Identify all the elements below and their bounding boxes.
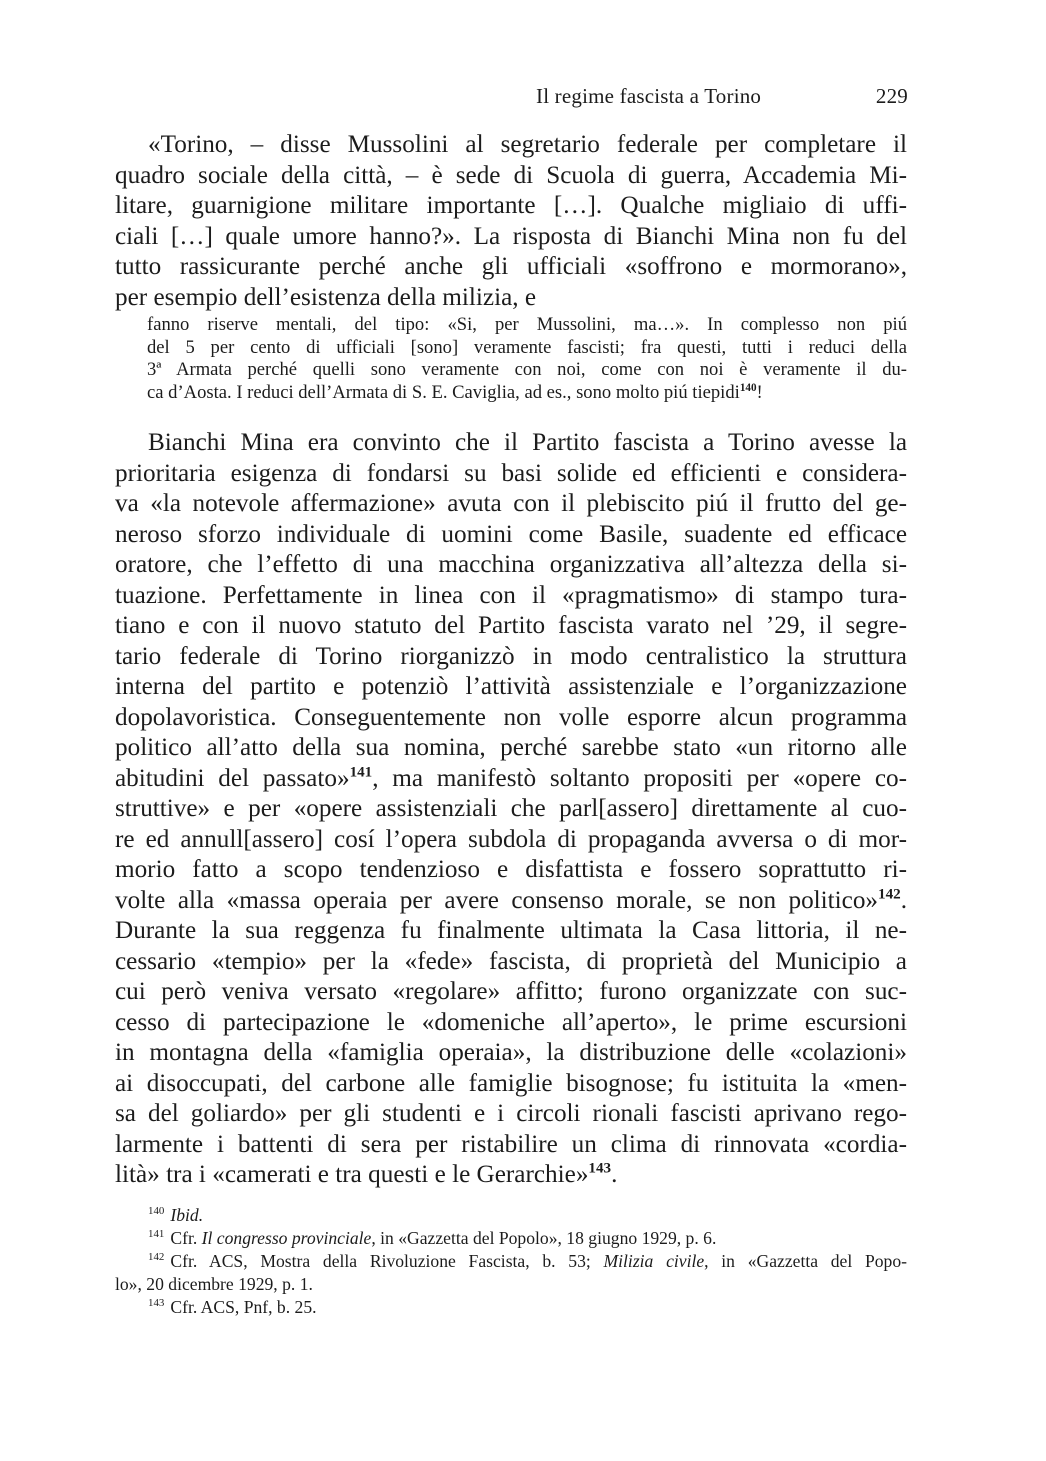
text-line: tuazione. Perfettamente in linea con il «pragmatismo» di stampo tura- xyxy=(115,581,907,609)
footnote-number: 143 xyxy=(148,1297,165,1310)
footnote-142 xyxy=(115,1250,907,1273)
text-line: re ed annull[assero] cosí l’opera subdola di propaganda avversa o di mor- xyxy=(115,825,907,853)
footnote-142-continuation: lo», 20 dicembre 1929, p. 1. xyxy=(115,1274,313,1294)
footnote-text: Cfr. xyxy=(170,1228,202,1248)
text-line: neroso sforzo individuale di uomini come Basile, suadente ed efficace xyxy=(115,520,907,548)
footnotes xyxy=(115,1204,907,1319)
text-line: dopolavoristica. Conseguentemente non volle esporre alcun programma xyxy=(115,703,907,731)
text-line: Durante la sua reggenza fu finalmente ultimata la Casa littoria, il ne- xyxy=(115,917,907,944)
footnote-italic: Il congresso provinciale xyxy=(201,1228,372,1248)
text-line xyxy=(115,764,907,795)
block-quote xyxy=(147,314,907,405)
footnote-ref: 143 xyxy=(588,1160,612,1177)
footnote-text: Cfr. ACS, Pnf, b. 25. xyxy=(170,1297,317,1317)
footnote-italic: Ibid. xyxy=(170,1205,204,1225)
text-line: struttive» e per «opere assistenziali che parl[assero] direttamente al cuo- xyxy=(115,795,907,822)
text-line: in montagna della «famiglia operaia», la distribuzione delle «colazioni» xyxy=(115,1039,907,1066)
text-line xyxy=(115,886,907,917)
text-line: tario federale di Torino riorganizzò in modo centralistico la struttura xyxy=(115,642,907,670)
footnote-ref: 140 xyxy=(739,381,757,394)
footnote-number: 140 xyxy=(148,1205,165,1218)
text-line: tutto rassicurante perché anche gli ufficiali «soffrono e mormorano», xyxy=(115,253,907,280)
text-line: Bianchi Mina era convinto che il Partito fascista a Torino avesse la xyxy=(148,429,907,456)
quote-line: 3ª Armata perché quelli sono veramente con noi, come con noi è veramente il du- xyxy=(147,359,907,381)
text-line: prioritaria esigenza di fondarsi su basi solide ed efficienti e considera- xyxy=(115,459,907,487)
page-number: 229 xyxy=(875,84,908,108)
text-line: larmente i battenti di sera per ristabilire un clima di rinnovata «cordia- xyxy=(115,1130,907,1158)
text-line: interna del partito e potenziò l’attività assistenziale e l’organizzazione xyxy=(115,673,907,700)
text-line: sa del goliardo» per gli studenti e i circoli rionali fascisti aprivano rego- xyxy=(115,1100,907,1127)
text-line: cui però veniva versato «regolare» affitto; furono organizzate con suc- xyxy=(115,978,907,1005)
running-title: Il regime fascista a Torino xyxy=(536,84,762,108)
quote-line xyxy=(147,382,907,405)
footnote-141 xyxy=(115,1227,907,1250)
text-line: cessario «tempio» per la «fede» fascista, di proprietà del Municipio a xyxy=(115,947,907,975)
text-segment: . xyxy=(900,886,907,914)
text-segment: . xyxy=(611,1161,618,1188)
paragraph-1 xyxy=(115,130,907,313)
text-segment: abitudini del passato» xyxy=(115,764,350,792)
text-line: va «la notevole affermazione» avuta con il plebiscito piú il frutto del ge- xyxy=(115,490,907,517)
running-header xyxy=(536,84,908,114)
footnote-ref: 141 xyxy=(349,764,373,781)
text-line: morio fatto a scopo tendenzioso e disfattista e fossero soprattutto ri- xyxy=(115,856,907,883)
footnote-italic: Milizia civile xyxy=(603,1251,705,1271)
footnote-number: 142 xyxy=(148,1251,165,1264)
text-line: quadro sociale della città, – è sede di Scuola di guerra, Accademia Mi- xyxy=(115,161,907,189)
text-line: «Torino, – disse Mussolini al segretario federale per completare il xyxy=(148,131,907,158)
text-segment: volte alla «massa operaia per avere consenso morale, se non politico» xyxy=(115,886,879,914)
text-line xyxy=(115,1160,907,1191)
footnote-number: 141 xyxy=(148,1228,165,1241)
footnote-text: Cfr. ACS, Mostra della Rivoluzione Fascista, b. 53; xyxy=(170,1251,604,1271)
text-line: per esempio dell’esistenza della milizia, e xyxy=(115,283,537,311)
text-line: ciali […] quale umore hanno?». La risposta di Bianchi Mina non fu del xyxy=(115,222,907,250)
text-line: tiano e con il nuovo statuto del Partito fascista varato nel ’29, il segre- xyxy=(115,612,907,639)
text-segment: , ma manifestò soltanto propositi per «opere co- xyxy=(372,764,908,792)
quote-line-text: ca d’Aosta. I reduci dell’Armata di S. E. Caviglia, ad es., sono molto piú tiepidi xyxy=(147,382,740,404)
text-line: ai disoccupati, del carbone alle famiglie bisognose; fu istituita la «men- xyxy=(115,1069,907,1097)
quote-line: fanno riserve mentali, del tipo: «Si, per Mussolini, ma…». In complesso non piú xyxy=(147,314,907,335)
footnote-143 xyxy=(115,1296,907,1319)
footnote-text: , in «Gazzetta del Popolo», 18 giugno 1929, p. 6. xyxy=(371,1228,717,1248)
text-segment: lità» tra i «camerati e tra questi e le Gerarchie» xyxy=(115,1161,589,1188)
footnote-140 xyxy=(115,1204,907,1227)
text-line: cesso di partecipazione le «domeniche all’aperto», le prime escursioni xyxy=(115,1008,907,1036)
paragraph-2 xyxy=(115,428,907,1191)
text-line: politico all’atto della sua nomina, perché sarebbe stato «un ritorno alle xyxy=(115,734,907,761)
text-line: oratore, che l’effetto di una macchina organizzativa all’altezza della si- xyxy=(115,551,907,578)
quote-line-end: ! xyxy=(756,382,763,404)
quote-line: del 5 per cento di ufficiali [sono] veramente fascisti; fra questi, tutti i reduci della xyxy=(147,336,907,358)
footnote-ref: 142 xyxy=(878,886,901,903)
text-line: litare, guarnigione militare importante […]. Qualche migliaio di uffi- xyxy=(115,192,907,219)
footnote-text: , in «Gazzetta del Popo- xyxy=(704,1251,908,1271)
